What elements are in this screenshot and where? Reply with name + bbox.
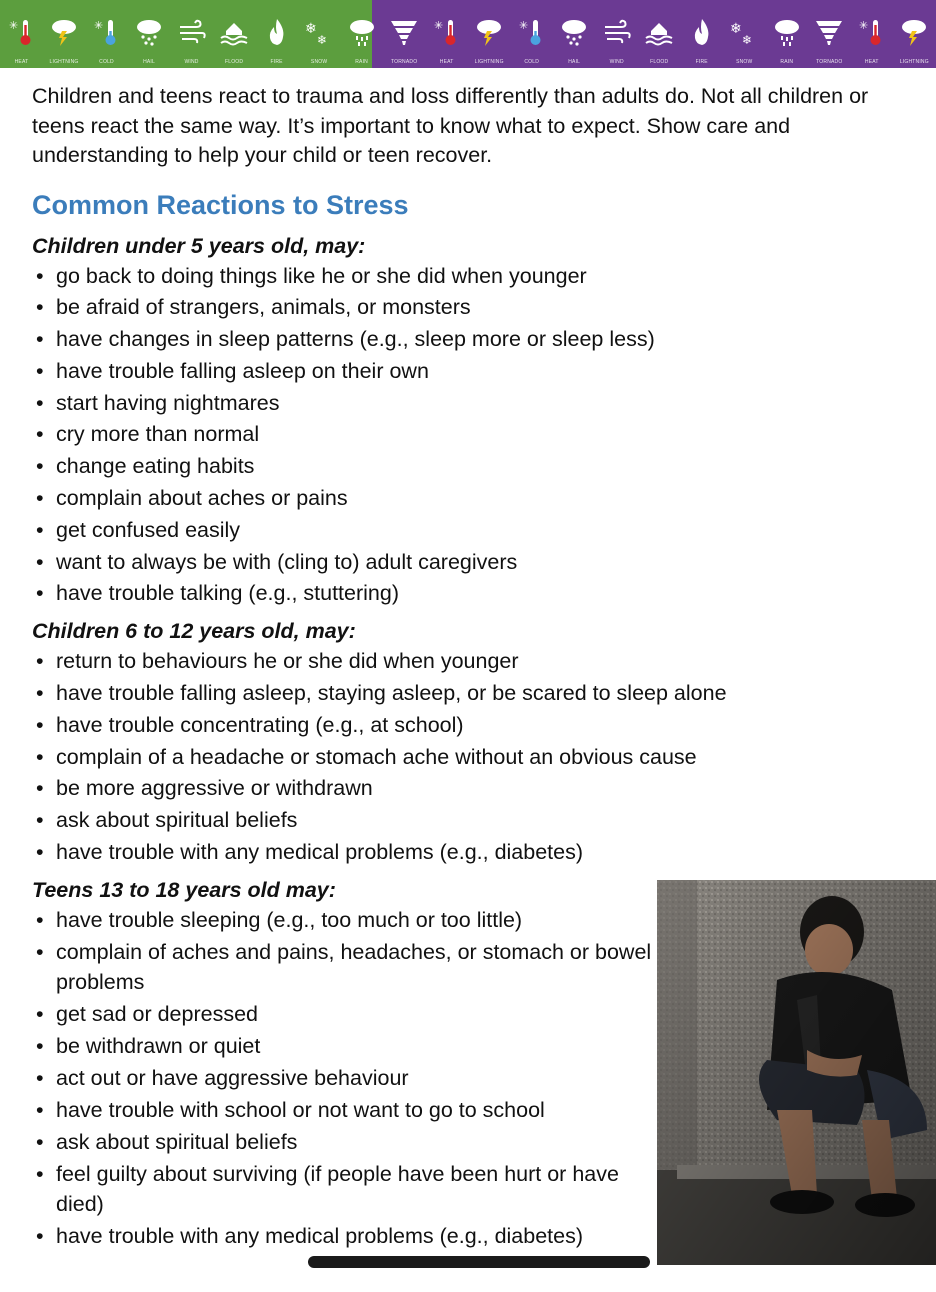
- banner-icon-label: FIRE: [695, 59, 708, 65]
- teen-photo: [657, 880, 936, 1265]
- banner-icon-cell: [427, 0, 466, 65]
- banner-icon-label: LIGHTNING: [49, 59, 79, 65]
- banner-icon-cell: [342, 0, 381, 65]
- banner-icon-cell: [767, 0, 806, 65]
- banner-icon-label: WIND: [184, 59, 199, 65]
- banner-icon-label: FIRE: [270, 59, 283, 65]
- banner-icon-label: COLD: [524, 59, 540, 65]
- banner-icon-cell: [130, 0, 169, 65]
- list-item: • want to always be with (cling to) adult caregivers: [32, 547, 922, 579]
- list-item: • complain about aches or pains: [32, 483, 922, 515]
- banner-icon-label: WIND: [609, 59, 624, 65]
- list-item: • have trouble sleeping (e.g., too much or too little): [32, 905, 656, 935]
- list-item: • complain of a headache or stomach ache without an obvious cause: [32, 742, 922, 774]
- banner-icon-cell: [45, 0, 84, 65]
- svg-text:✳: ✳: [858, 19, 869, 32]
- svg-text:❄: ❄: [730, 21, 742, 37]
- banner-icon-label: HEAT: [14, 59, 29, 65]
- intro-paragraph: Children and teens react to trauma and loss differently than adults do. Not all children or teens react the same way. It’s important to know what to expect. Show care and understanding to help your child or teen recover.: [32, 84, 869, 167]
- banner-icon-cell: [512, 0, 551, 65]
- list-item: • go back to doing things like he or she did when younger: [32, 261, 922, 293]
- list-item: • act out or have aggressive behaviour: [32, 1063, 656, 1093]
- list-item: • have trouble with any medical problems (e.g., diabetes): [32, 837, 922, 869]
- list-item: • have trouble falling asleep, staying asleep, or be scared to sleep alone: [32, 678, 922, 710]
- list-item: • cry more than normal: [32, 419, 922, 451]
- list-item: • get sad or depressed: [32, 999, 656, 1029]
- cold-icon: [93, 0, 121, 52]
- banner-icon-label: HAIL: [143, 59, 155, 65]
- list-item: • start having nightmares: [32, 388, 922, 420]
- list-item: • have trouble falling asleep on their own: [32, 356, 922, 388]
- flood-icon: [645, 0, 673, 52]
- svg-text:❄: ❄: [305, 21, 317, 37]
- hail-icon: [135, 0, 163, 52]
- cold-icon: [518, 0, 546, 52]
- banner-icon-label: SNOW: [736, 59, 753, 65]
- list-item: • get confused easily: [32, 515, 922, 547]
- fire-icon: [263, 0, 291, 52]
- list-item: • have trouble with any medical problems (e.g., diabetes): [32, 1221, 656, 1251]
- svg-text:❄: ❄: [742, 33, 753, 47]
- subheading-under-5: Children under 5 years old, may:: [32, 233, 366, 258]
- heat-icon: [858, 0, 886, 52]
- list-item: • have trouble concentrating (e.g., at school): [32, 710, 922, 742]
- wind-icon: [178, 0, 206, 52]
- lightning-icon: [900, 0, 928, 52]
- banner-icon-label: LIGHTNING: [899, 59, 929, 65]
- banner-icon-cell: [682, 0, 721, 65]
- snow-icon: [730, 0, 758, 52]
- banner-icon-cell: [640, 0, 679, 65]
- svg-text:✳: ✳: [93, 19, 103, 32]
- subheading-teens: Teens 13 to 18 years old may:: [32, 877, 336, 902]
- tornado-icon: [390, 0, 418, 52]
- list-item: • be more aggressive or withdrawn: [32, 773, 922, 805]
- banner-icon-label: RAIN: [780, 59, 794, 65]
- list-under-5: [32, 261, 922, 611]
- banner-icon-cell: [725, 0, 764, 65]
- subheading-6-to-12: Children 6 to 12 years old, may:: [32, 619, 356, 644]
- banner-icon-cell: [87, 0, 126, 65]
- wind-icon: [603, 0, 631, 52]
- banner-icon-label: FLOOD: [650, 59, 669, 65]
- section-heading: Common Reactions to Stress: [32, 189, 409, 220]
- banner-icon-cell: [385, 0, 424, 65]
- list-item: • return to behaviours he or she did when younger: [32, 646, 922, 678]
- list-item: • be afraid of strangers, animals, or monsters: [32, 292, 922, 324]
- svg-text:✳: ✳: [518, 19, 528, 32]
- list-item: • ask about spiritual beliefs: [32, 1127, 656, 1157]
- list-item: • complain of aches and pains, headaches, or stomach or bowel problems: [32, 937, 656, 997]
- banner-icon-cell: [597, 0, 636, 65]
- rain-icon: [773, 0, 801, 52]
- banner-icon-cell: [555, 0, 594, 65]
- banner-icon-label: RAIN: [355, 59, 368, 65]
- flood-icon: [220, 0, 248, 52]
- rain-icon: [348, 0, 376, 52]
- banner-icon-cell: [470, 0, 509, 65]
- banner-icon-cell: [852, 0, 891, 65]
- tornado-icon: [815, 0, 843, 52]
- list-item: • ask about spiritual beliefs: [32, 805, 922, 837]
- list-item: • have trouble with school or not want to go to school: [32, 1095, 656, 1125]
- list-item: • be withdrawn or quiet: [32, 1031, 656, 1061]
- svg-text:✳: ✳: [8, 19, 18, 32]
- banner-icon-label: HEAT: [439, 59, 454, 65]
- banner-icon-label: SNOW: [310, 59, 328, 65]
- lightning-icon: [475, 0, 503, 52]
- banner-icon-label: TORNADO: [816, 59, 843, 65]
- banner-icon-cell: [215, 0, 254, 65]
- banner-icon-cell: [2, 0, 41, 65]
- list-item: • have changes in sleep patterns (e.g., sleep more or sleep less): [32, 324, 922, 356]
- svg-text:✳: ✳: [433, 19, 443, 32]
- horizontal-scrollbar[interactable]: [308, 1256, 650, 1268]
- list-6-to-12: [32, 646, 922, 869]
- banner-icon-label: HAIL: [568, 59, 581, 65]
- banner-icon-cell: [895, 0, 934, 65]
- banner-icon-label: FLOOD: [224, 59, 244, 65]
- banner-icon-cell: [810, 0, 849, 65]
- hazard-icon-row: [0, 0, 936, 68]
- banner-icon-label: TORNADO: [390, 59, 418, 65]
- heat-icon: [433, 0, 461, 52]
- banner-icon-label: COLD: [99, 59, 114, 65]
- list-item: • have trouble talking (e.g., stuttering): [32, 578, 922, 610]
- banner-icon-cell: [300, 0, 339, 65]
- banner-icon-cell: [172, 0, 211, 65]
- list-item: • feel guilty about surviving (if people have been hurt or have died): [32, 1159, 656, 1219]
- heat-icon: [8, 0, 36, 52]
- lightning-icon: [50, 0, 78, 52]
- banner-icon-label: HEAT: [864, 59, 879, 65]
- svg-text:❄: ❄: [317, 33, 328, 47]
- list-item: • change eating habits: [32, 451, 922, 483]
- hail-icon: [560, 0, 588, 52]
- banner-icon-cell: [257, 0, 296, 65]
- banner-icon-label: LIGHTNING: [474, 59, 504, 65]
- snow-icon: [305, 0, 333, 52]
- fire-icon: [688, 0, 716, 52]
